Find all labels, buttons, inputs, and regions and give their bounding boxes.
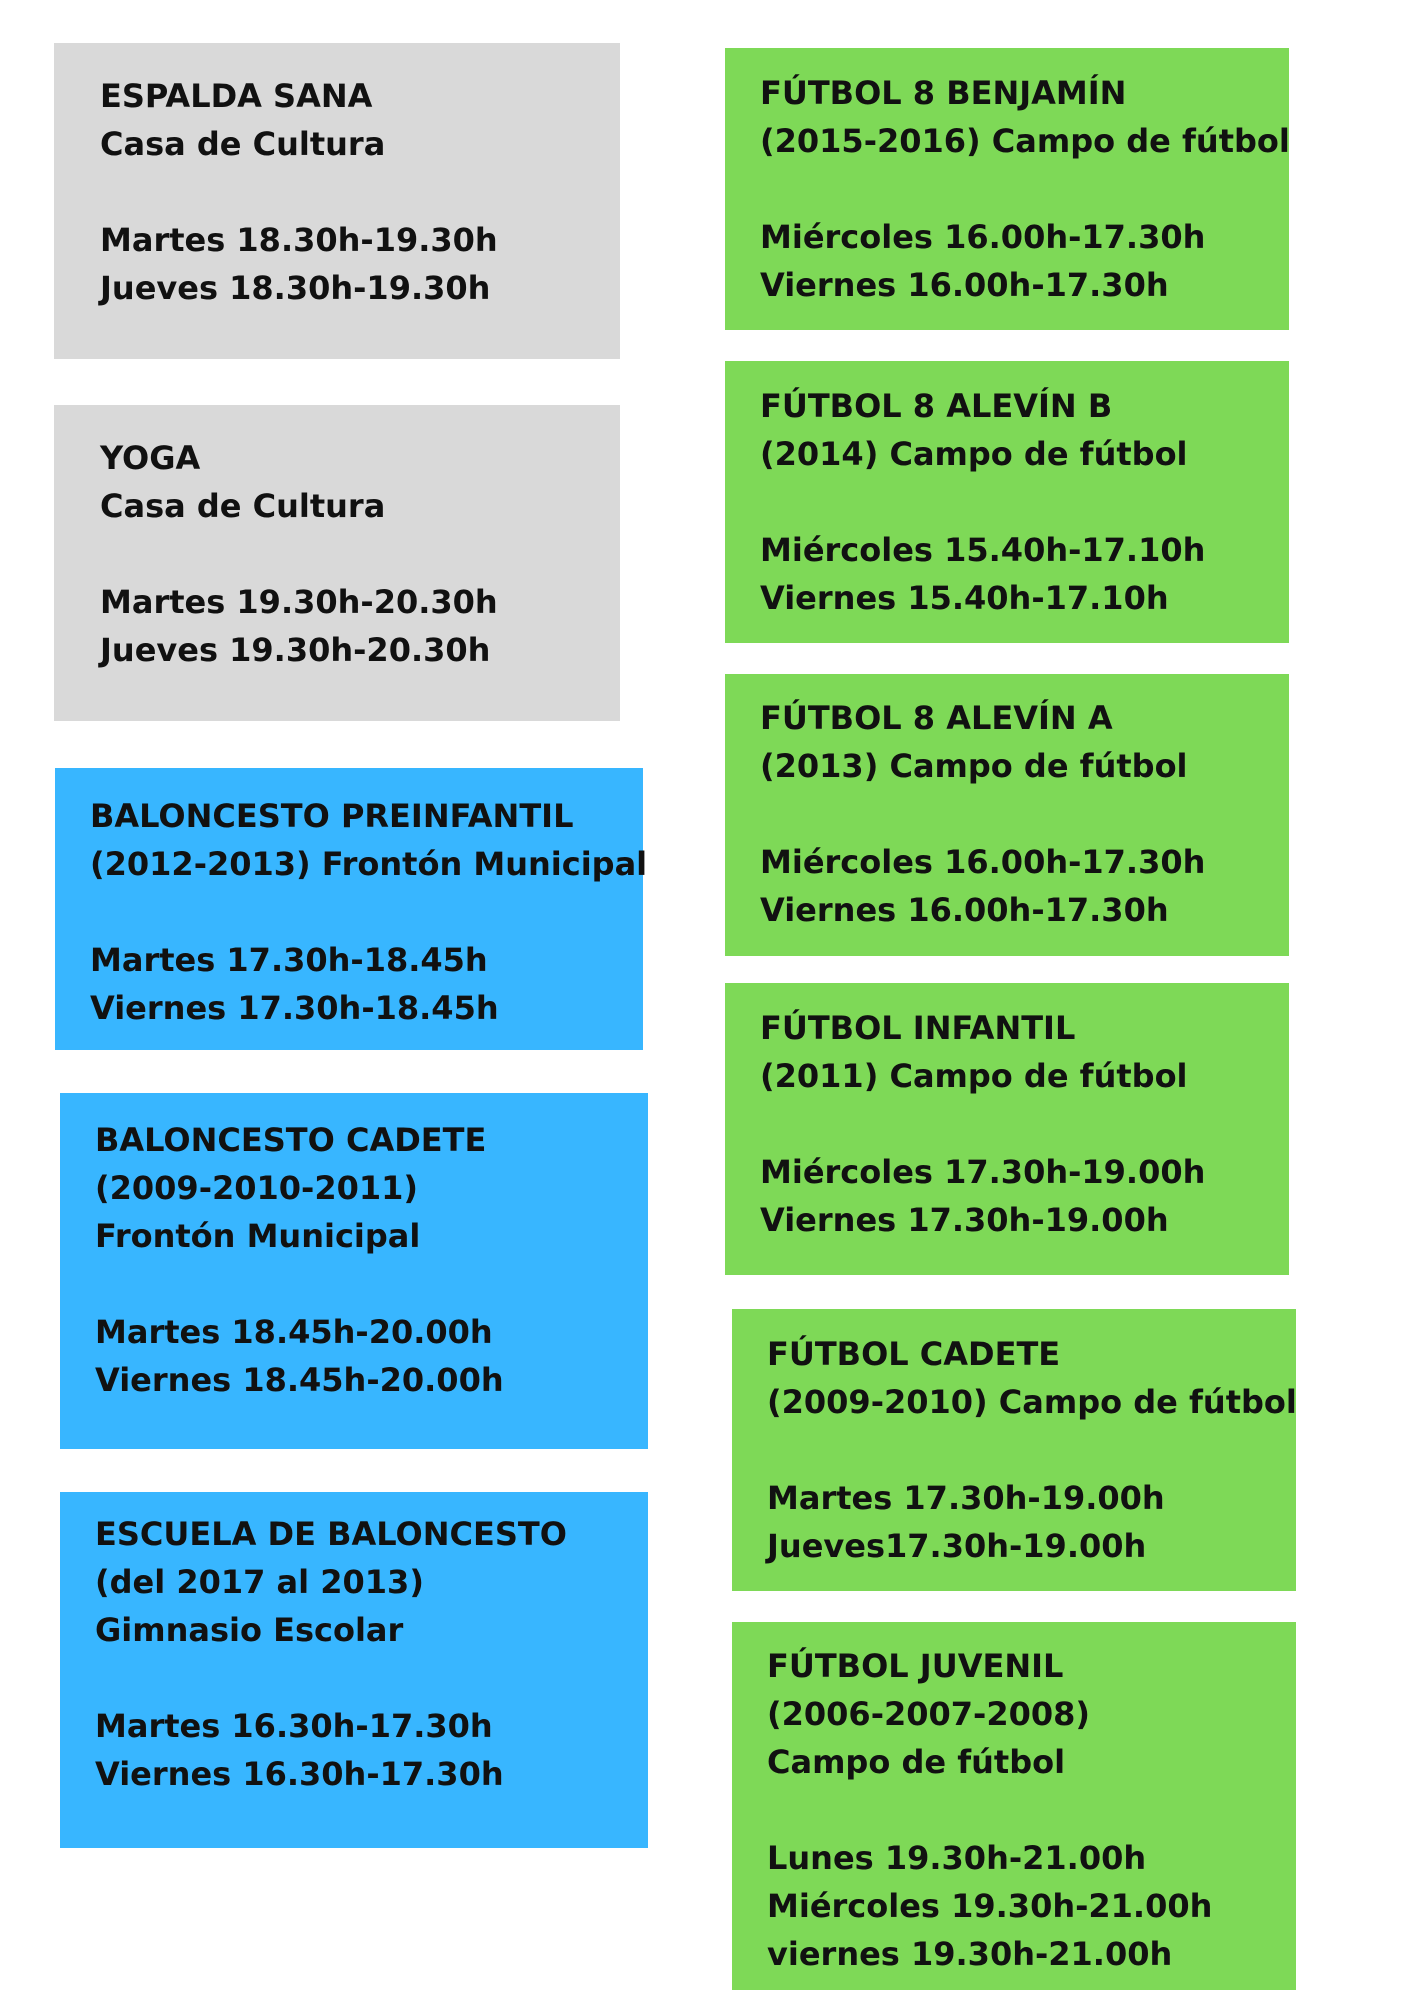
schedule-line: viernes 19.30h-21.00h — [767, 1935, 1173, 1973]
card-title: BALONCESTO CADETE — [95, 1121, 487, 1159]
spacer — [767, 1786, 1296, 1834]
card-futbol-cadete — [732, 1309, 1296, 1591]
card-venue: Casa de Cultura — [100, 125, 386, 163]
spacer — [95, 1260, 648, 1308]
card-title: YOGA — [100, 439, 201, 477]
card-venue: (2012-2013) Frontón Municipal — [90, 845, 648, 883]
card-title: FÚTBOL 8 ALEVÍN B — [760, 387, 1113, 425]
spacer — [767, 1426, 1296, 1474]
card-venue: Frontón Municipal — [95, 1217, 421, 1255]
card-title: FÚTBOL 8 ALEVÍN A — [760, 699, 1113, 737]
schedule-line: Viernes 18.45h-20.00h — [95, 1361, 504, 1399]
card-futbol-juvenil — [732, 1622, 1296, 1990]
schedule-line: Viernes 15.40h-17.10h — [760, 579, 1169, 617]
spacer — [95, 1654, 648, 1702]
card-venue: Gimnasio Escolar — [95, 1611, 404, 1649]
schedule-line: Lunes 19.30h-21.00h — [767, 1839, 1147, 1877]
schedule-line: Martes 17.30h-18.45h — [90, 941, 488, 979]
spacer — [760, 790, 1289, 838]
card-title: FÚTBOL 8 BENJAMÍN — [760, 74, 1127, 112]
schedule-line: Miércoles 16.00h-17.30h — [760, 218, 1206, 256]
card-years: (2009-2010-2011) — [95, 1169, 418, 1207]
schedule-line: Miércoles 17.30h-19.00h — [760, 1153, 1206, 1191]
schedule-line: Martes 18.30h-19.30h — [100, 221, 498, 259]
spacer — [90, 888, 643, 936]
schedule-line: Jueves 18.30h-19.30h — [100, 269, 491, 307]
card-venue: (2014) Campo de fútbol — [760, 435, 1188, 473]
schedule-line: Jueves17.30h-19.00h — [767, 1527, 1147, 1565]
card-venue: (2013) Campo de fútbol — [760, 747, 1188, 785]
spacer — [760, 165, 1289, 213]
card-years: (2006-2007-2008) — [767, 1695, 1090, 1733]
card-title: FÚTBOL CADETE — [767, 1335, 1061, 1373]
schedule-line: Miércoles 19.30h-21.00h — [767, 1887, 1213, 1925]
spacer — [760, 478, 1289, 526]
schedule-line: Viernes 17.30h-19.00h — [760, 1201, 1169, 1239]
schedule-line: Martes 17.30h-19.00h — [767, 1479, 1165, 1517]
card-espalda-sana — [54, 43, 620, 359]
card-title: ESCUELA DE BALONCESTO — [95, 1515, 567, 1553]
schedule-line: Miércoles 15.40h-17.10h — [760, 531, 1206, 569]
schedule-line: Martes 16.30h-17.30h — [95, 1707, 493, 1745]
card-baloncesto-preinfantil — [55, 768, 648, 1050]
schedule-line: Jueves 19.30h-20.30h — [100, 631, 491, 669]
schedule-line: Viernes 16.00h-17.30h — [760, 891, 1169, 929]
schedule-line: Miércoles 16.00h-17.30h — [760, 843, 1206, 881]
schedule-line: Viernes 17.30h-18.45h — [90, 989, 499, 1027]
card-venue: Casa de Cultura — [100, 487, 386, 525]
spacer — [760, 1100, 1289, 1148]
schedule-line: Martes 19.30h-20.30h — [100, 583, 498, 621]
card-venue: (2011) Campo de fútbol — [760, 1057, 1188, 1095]
card-escuela-baloncesto — [60, 1492, 648, 1848]
card-futbol-benjamin — [725, 48, 1289, 330]
card-title: FÚTBOL INFANTIL — [760, 1009, 1076, 1047]
spacer — [100, 168, 620, 216]
card-venue: Campo de fútbol — [767, 1743, 1066, 1781]
card-baloncesto-cadete — [60, 1093, 648, 1449]
schedule-line: Viernes 16.30h-17.30h — [95, 1755, 504, 1793]
spacer — [100, 530, 620, 578]
card-years: (del 2017 al 2013) — [95, 1563, 424, 1601]
card-futbol-alevin-b — [725, 361, 1289, 643]
card-venue: (2015-2016) Campo de fútbol — [760, 122, 1290, 160]
card-futbol-infantil — [725, 983, 1289, 1275]
card-title: ESPALDA SANA — [100, 77, 373, 115]
card-venue: (2009-2010) Campo de fútbol — [767, 1383, 1297, 1421]
card-title: BALONCESTO PREINFANTIL — [90, 797, 574, 835]
card-yoga — [54, 405, 620, 721]
card-title: FÚTBOL JUVENIL — [767, 1647, 1064, 1685]
card-futbol-alevin-a — [725, 674, 1289, 956]
schedule-line: Martes 18.45h-20.00h — [95, 1313, 493, 1351]
schedule-line: Viernes 16.00h-17.30h — [760, 266, 1169, 304]
